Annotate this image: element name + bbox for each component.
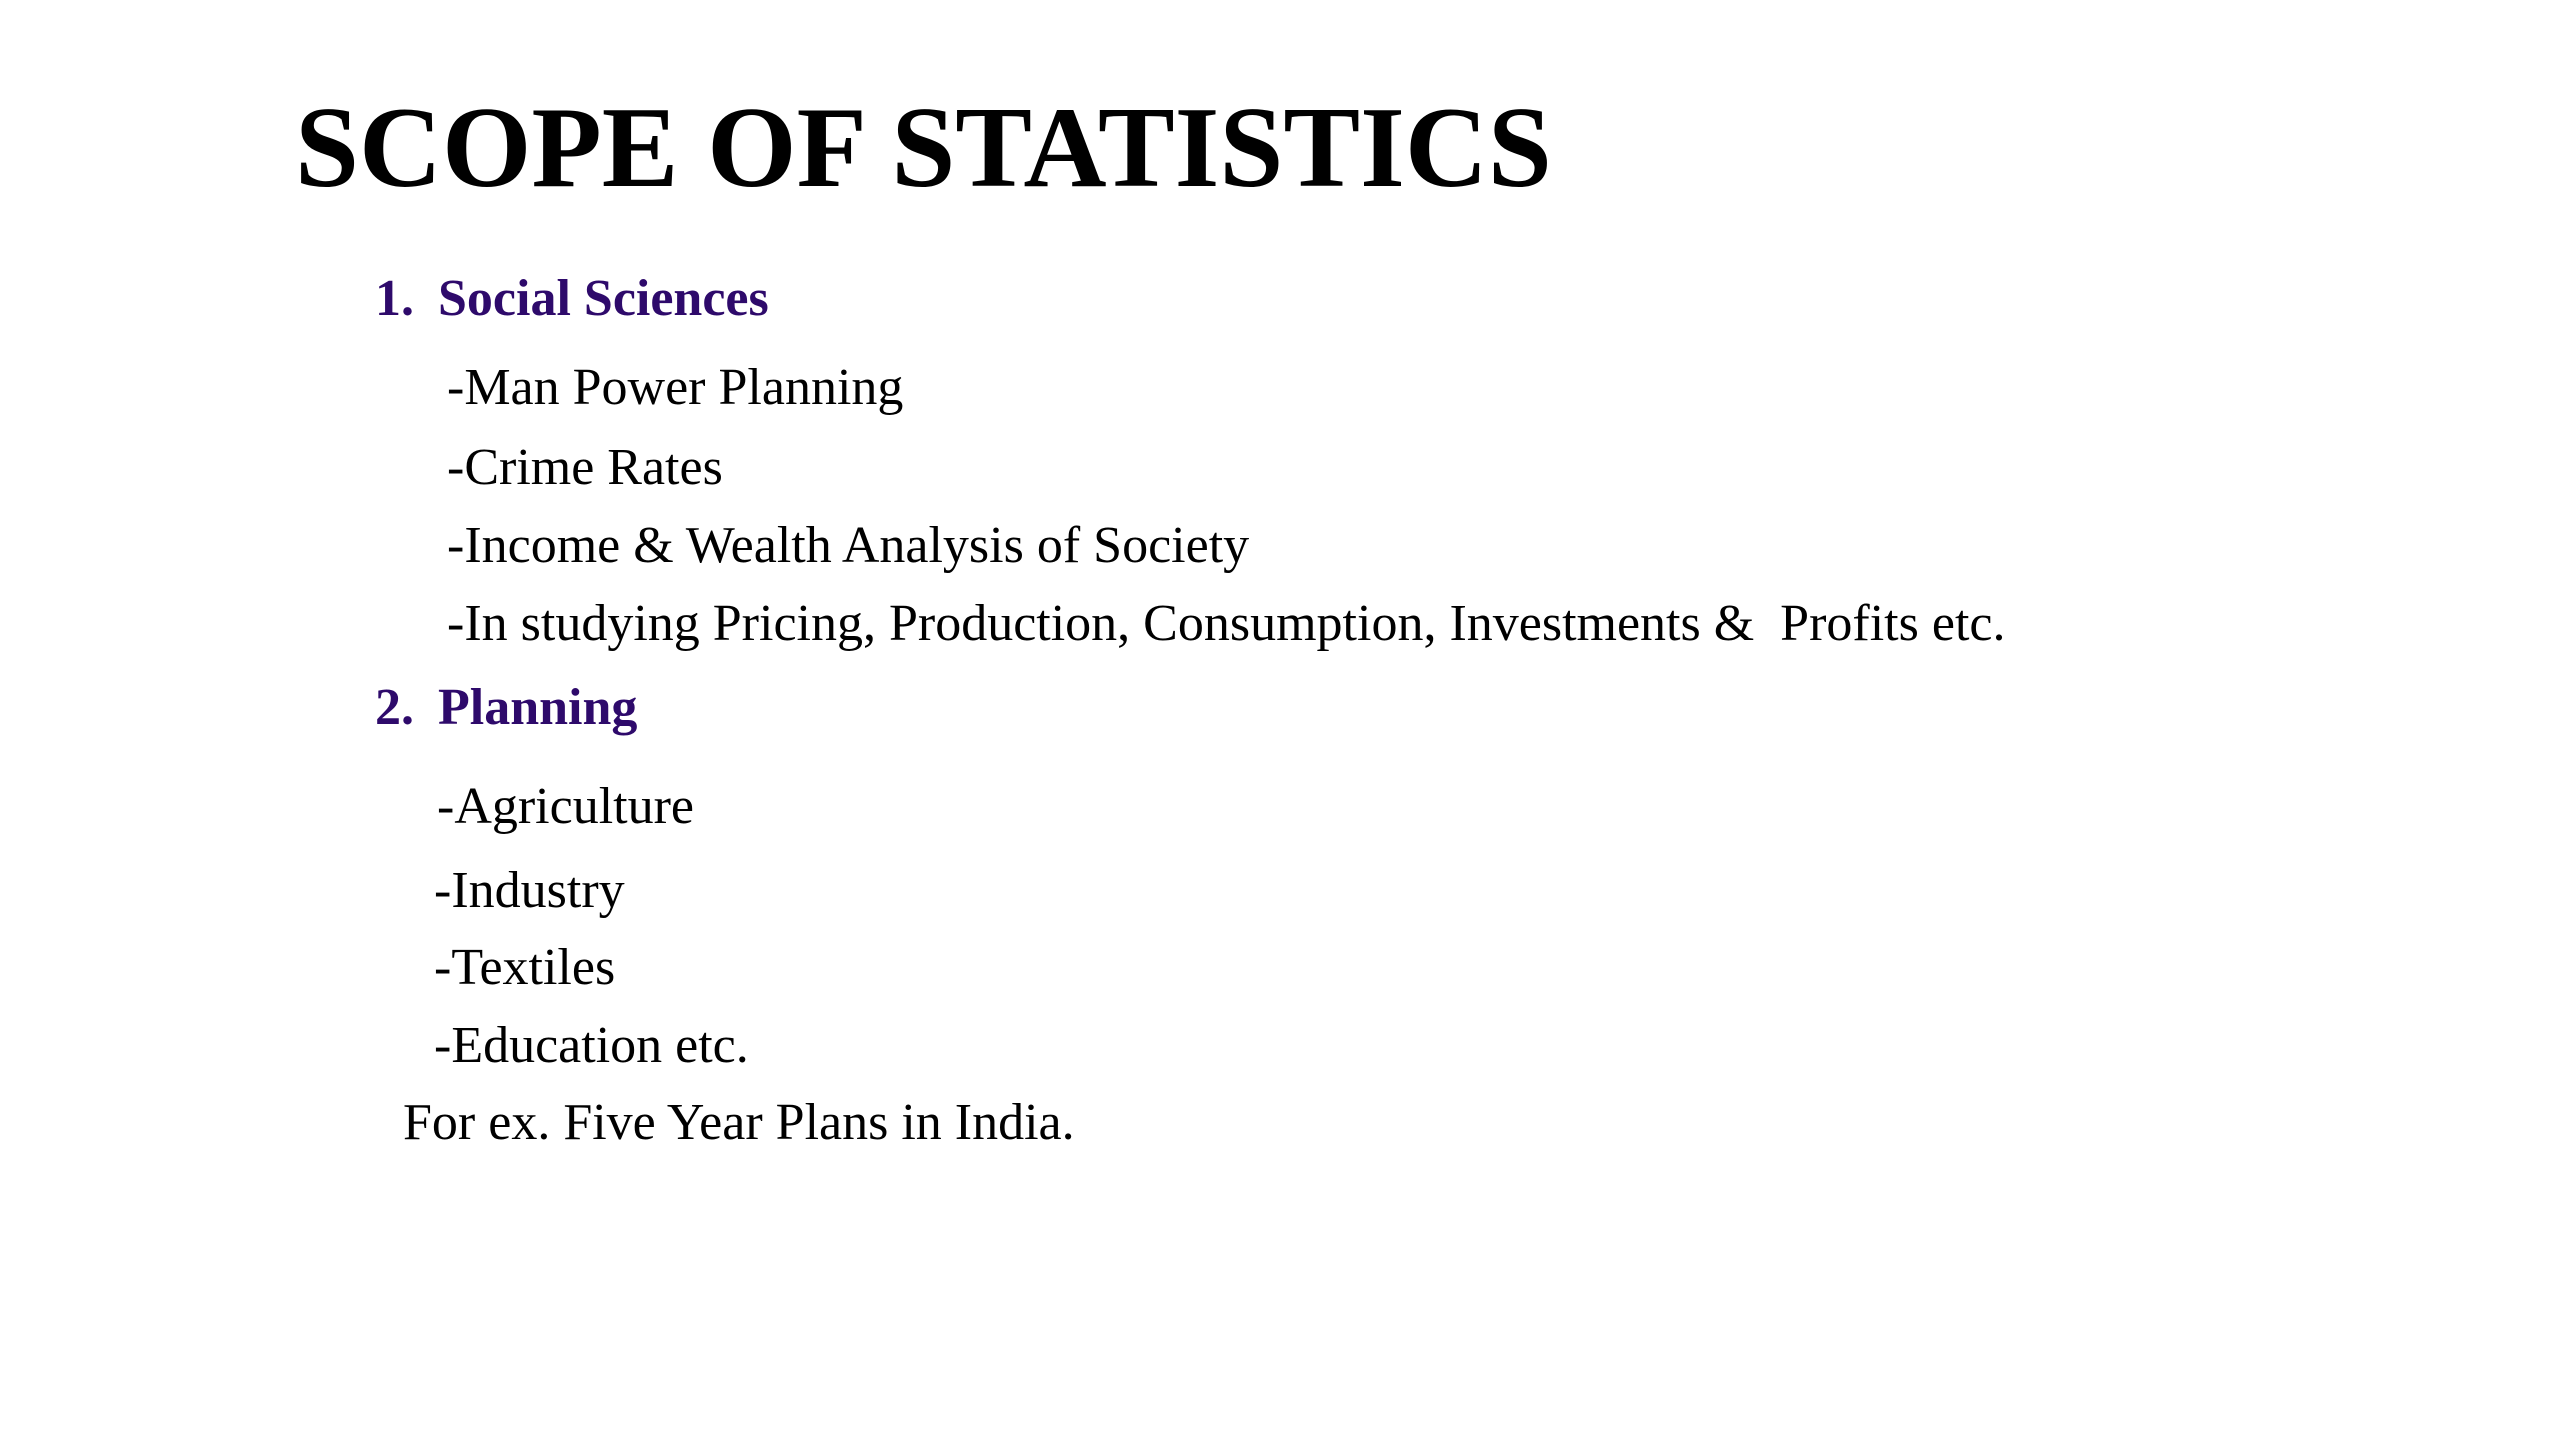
list-item: -Textiles bbox=[434, 939, 616, 996]
list-item: -Income & Wealth Analysis of Society bbox=[447, 517, 1250, 574]
list-item: -In studying Pricing, Production, Consumption, Investments & Profits etc. bbox=[447, 595, 2006, 652]
section-heading-planning bbox=[375, 678, 637, 738]
example-note: For ex. Five Year Plans in India. bbox=[403, 1094, 1075, 1151]
slide-title: SCOPE OF STATISTICS bbox=[295, 84, 1552, 211]
section-number: 1. bbox=[375, 270, 414, 327]
section-heading-social-sciences bbox=[375, 269, 769, 329]
list-item: -Agriculture bbox=[437, 778, 695, 835]
list-item: -Education etc. bbox=[434, 1017, 749, 1074]
list-item: -Industry bbox=[434, 862, 625, 919]
list-item: -Crime Rates bbox=[447, 439, 723, 496]
section-number: 2. bbox=[375, 679, 414, 736]
list-item: -Man Power Planning bbox=[447, 359, 904, 416]
section-heading-label: Social Sciences bbox=[438, 270, 769, 327]
section-heading-label: Planning bbox=[438, 679, 638, 736]
